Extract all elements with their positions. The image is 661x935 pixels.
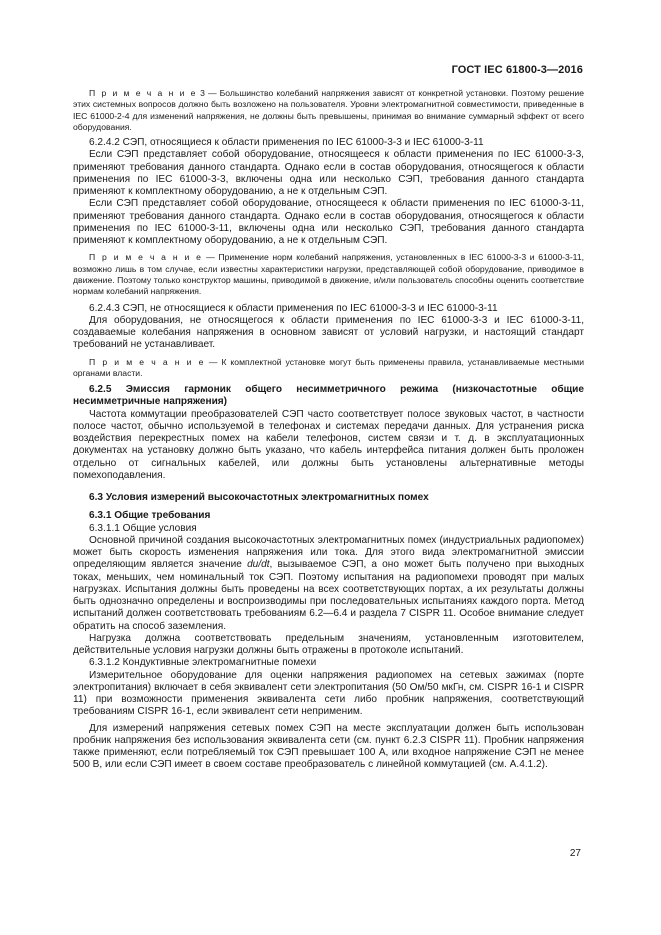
heading-6-2-4-2: 6.2.4.2 СЭП, относящиеся к области применения по IEC 61000-3-3 и IEC 61000-3-11 xyxy=(89,137,484,149)
page-number: 27 xyxy=(569,848,581,859)
paragraph: Для оборудования, не относящегося к области применения по IEC 61000-3-3 и IEC 61000-3-11, создаваемые колебания напряжения в основном зависят от условий нагрузки, и настоящий стандарт требований не устанавливает. xyxy=(73,314,584,351)
note xyxy=(73,252,584,297)
heading-6-3-1-2: 6.3.1.2 Кондуктивные электромагнитные помехи xyxy=(89,657,317,669)
note-3 xyxy=(73,88,584,133)
paragraph: Если СЭП представляет собой оборудование, относящееся к области применения по IEC 61000-3-11, применяют требования данного стандарта. Однако если в состав оборудования, относящегося к области применения по IEC 61000-3-11, включены одна или несколько СЭП, требования данного стандарта применяют к комплектному оборудованию, а не к отдельным СЭП. xyxy=(73,198,584,247)
note-label: П р и м е ч а н и е xyxy=(89,356,205,367)
document-body xyxy=(73,88,584,772)
heading-6-2-4-3: 6.2.4.3 СЭП, не относящиеся к области применения по IEC 61000-3-3 и IEC 61000-3-11 xyxy=(89,302,498,314)
note-label: П р и м е ч а н и е xyxy=(89,88,198,98)
paragraph: Измерительное оборудование для оценки напряжения радиопомех на сетевых зажимах (порте электропитания) включает в себя эквивалент сети электропитания (50 Ом/50 мкГн, см. CISPR 16-1 и CISPR 11) при возможности применения эквивалента сети либо пробник напряжения, соответствующий требованиям CISPR 16-1, если эквивалент сети неприменим. xyxy=(73,669,584,718)
text-run: Основной причиной создания высокочастотных электромагнитных помех (индустриальных радиопомех) может быть скорость изменения напряжения или тока. Для этого вида электромагнитной эмиссии определяющим является значение xyxy=(73,534,584,571)
paragraph: Частота коммутации преобразователей СЭП часто соответствует полосе звуковых частот, в частности полосе частот, обычно используемой в телефонах и системах передачи данных. Для устранения риска воздействия перекрестных помех на кабели телефонов, систем связи и т. д. в эксплуатационных документах на установку должно быть указано, что кабель интерфейса питания должен быть проложен отдельно от сигнальных кабелей, или должны быть установлены альтернативные методы помехоподавления. xyxy=(73,408,584,481)
note xyxy=(73,357,584,380)
note-text: — Применение норм колебаний напряжения, установленных в IEC 61000-3-3 и 61000-3-11, возможно лишь в том случае, если известны характеристики нагрузки, представляющей собой оборудование, приводимое в движение. Поэтому только конструктор машины, приводимой в движение, и/или пользователь способны оценить соответствие нормам колебаний напряжения. xyxy=(73,252,584,297)
formula-du-dt: du/dt xyxy=(247,559,270,571)
document-header: ГОСТ IEC 61800-3—2016 xyxy=(451,64,583,76)
heading-6-2-5: 6.2.5 Эмиссия гармоник общего несимметричного режима (низкочастотные общие несимметричные напряжения) xyxy=(73,384,584,408)
paragraph: Для измерений напряжения сетевых помех СЭП на месте эксплуатации должен быть использован пробник напряжения без использования эквивалента сети (см. пункт 6.2.3 CISPR 11). Пробник напряжения также применяют, если потребляемый ток СЭП превышает 100 А, или входное напряжение СЭП не менее 500 В, или если СЭП имеет в своем составе преобразователь с линейной коммутацией (см. А.4.1.2). xyxy=(73,722,584,771)
paragraph: Если СЭП представляет собой оборудование, относящееся к области применения по IEC 61000-3-3, применяют требования данного стандарта. Однако если в состав оборудования, относящегося к области применения по IEC 61000-3-3, включены одна или несколько СЭП, требования данного стандарта применяют к комплектному оборудованию, а не к отдельным СЭП. xyxy=(73,149,584,198)
note-label: П р и м е ч а н и е xyxy=(89,252,203,263)
text-run: , вызываемое СЭП, а оно может быть получено при выходных токах, меньших, чем номинальный ток СЭП. Поэтому испытания на радиопомехи проводят при малых нагрузках. Испытания должны быть проведены на всех соответствующих портах, а их результаты должны быть однозначно определены и воспроизводимы при последовательных испытаниях каждого порта. Метод испытаний должен соответствовать требованиям 6.2—6.4 и раздела 7 CISPR 11. Особое внимание следует обратить на способ заземления. xyxy=(73,559,584,632)
paragraph: Нагрузка должна соответствовать предельным значениям, установленным изготовителем, действительные условия нагрузки должны быть отражены в протоколе испытаний. xyxy=(73,632,584,657)
heading-6-3-1: 6.3.1 Общие требования xyxy=(89,510,211,522)
note-text: — К комплектной установке могут быть применены правила, устанавливаемые местными органами власти. xyxy=(73,356,584,378)
heading-6-3-1-1: 6.3.1.1 Общие условия xyxy=(89,522,197,534)
heading-6-3: 6.3 Условия измерений высокочастотных электромагнитных помех xyxy=(89,492,429,504)
paragraph xyxy=(73,535,584,633)
note-text: 3 — Большинство колебаний напряжения зависят от конкретной установки. Поэтому решение этих системных вопросов должно быть возложено на пользователя. Уровни электромагнитной совместимости, приведенные в IEC 61000-2-4 для изменений напряжения, не должны быть превышены, принимая во внимание суммарный эффект от всего оборудования. xyxy=(73,88,585,132)
